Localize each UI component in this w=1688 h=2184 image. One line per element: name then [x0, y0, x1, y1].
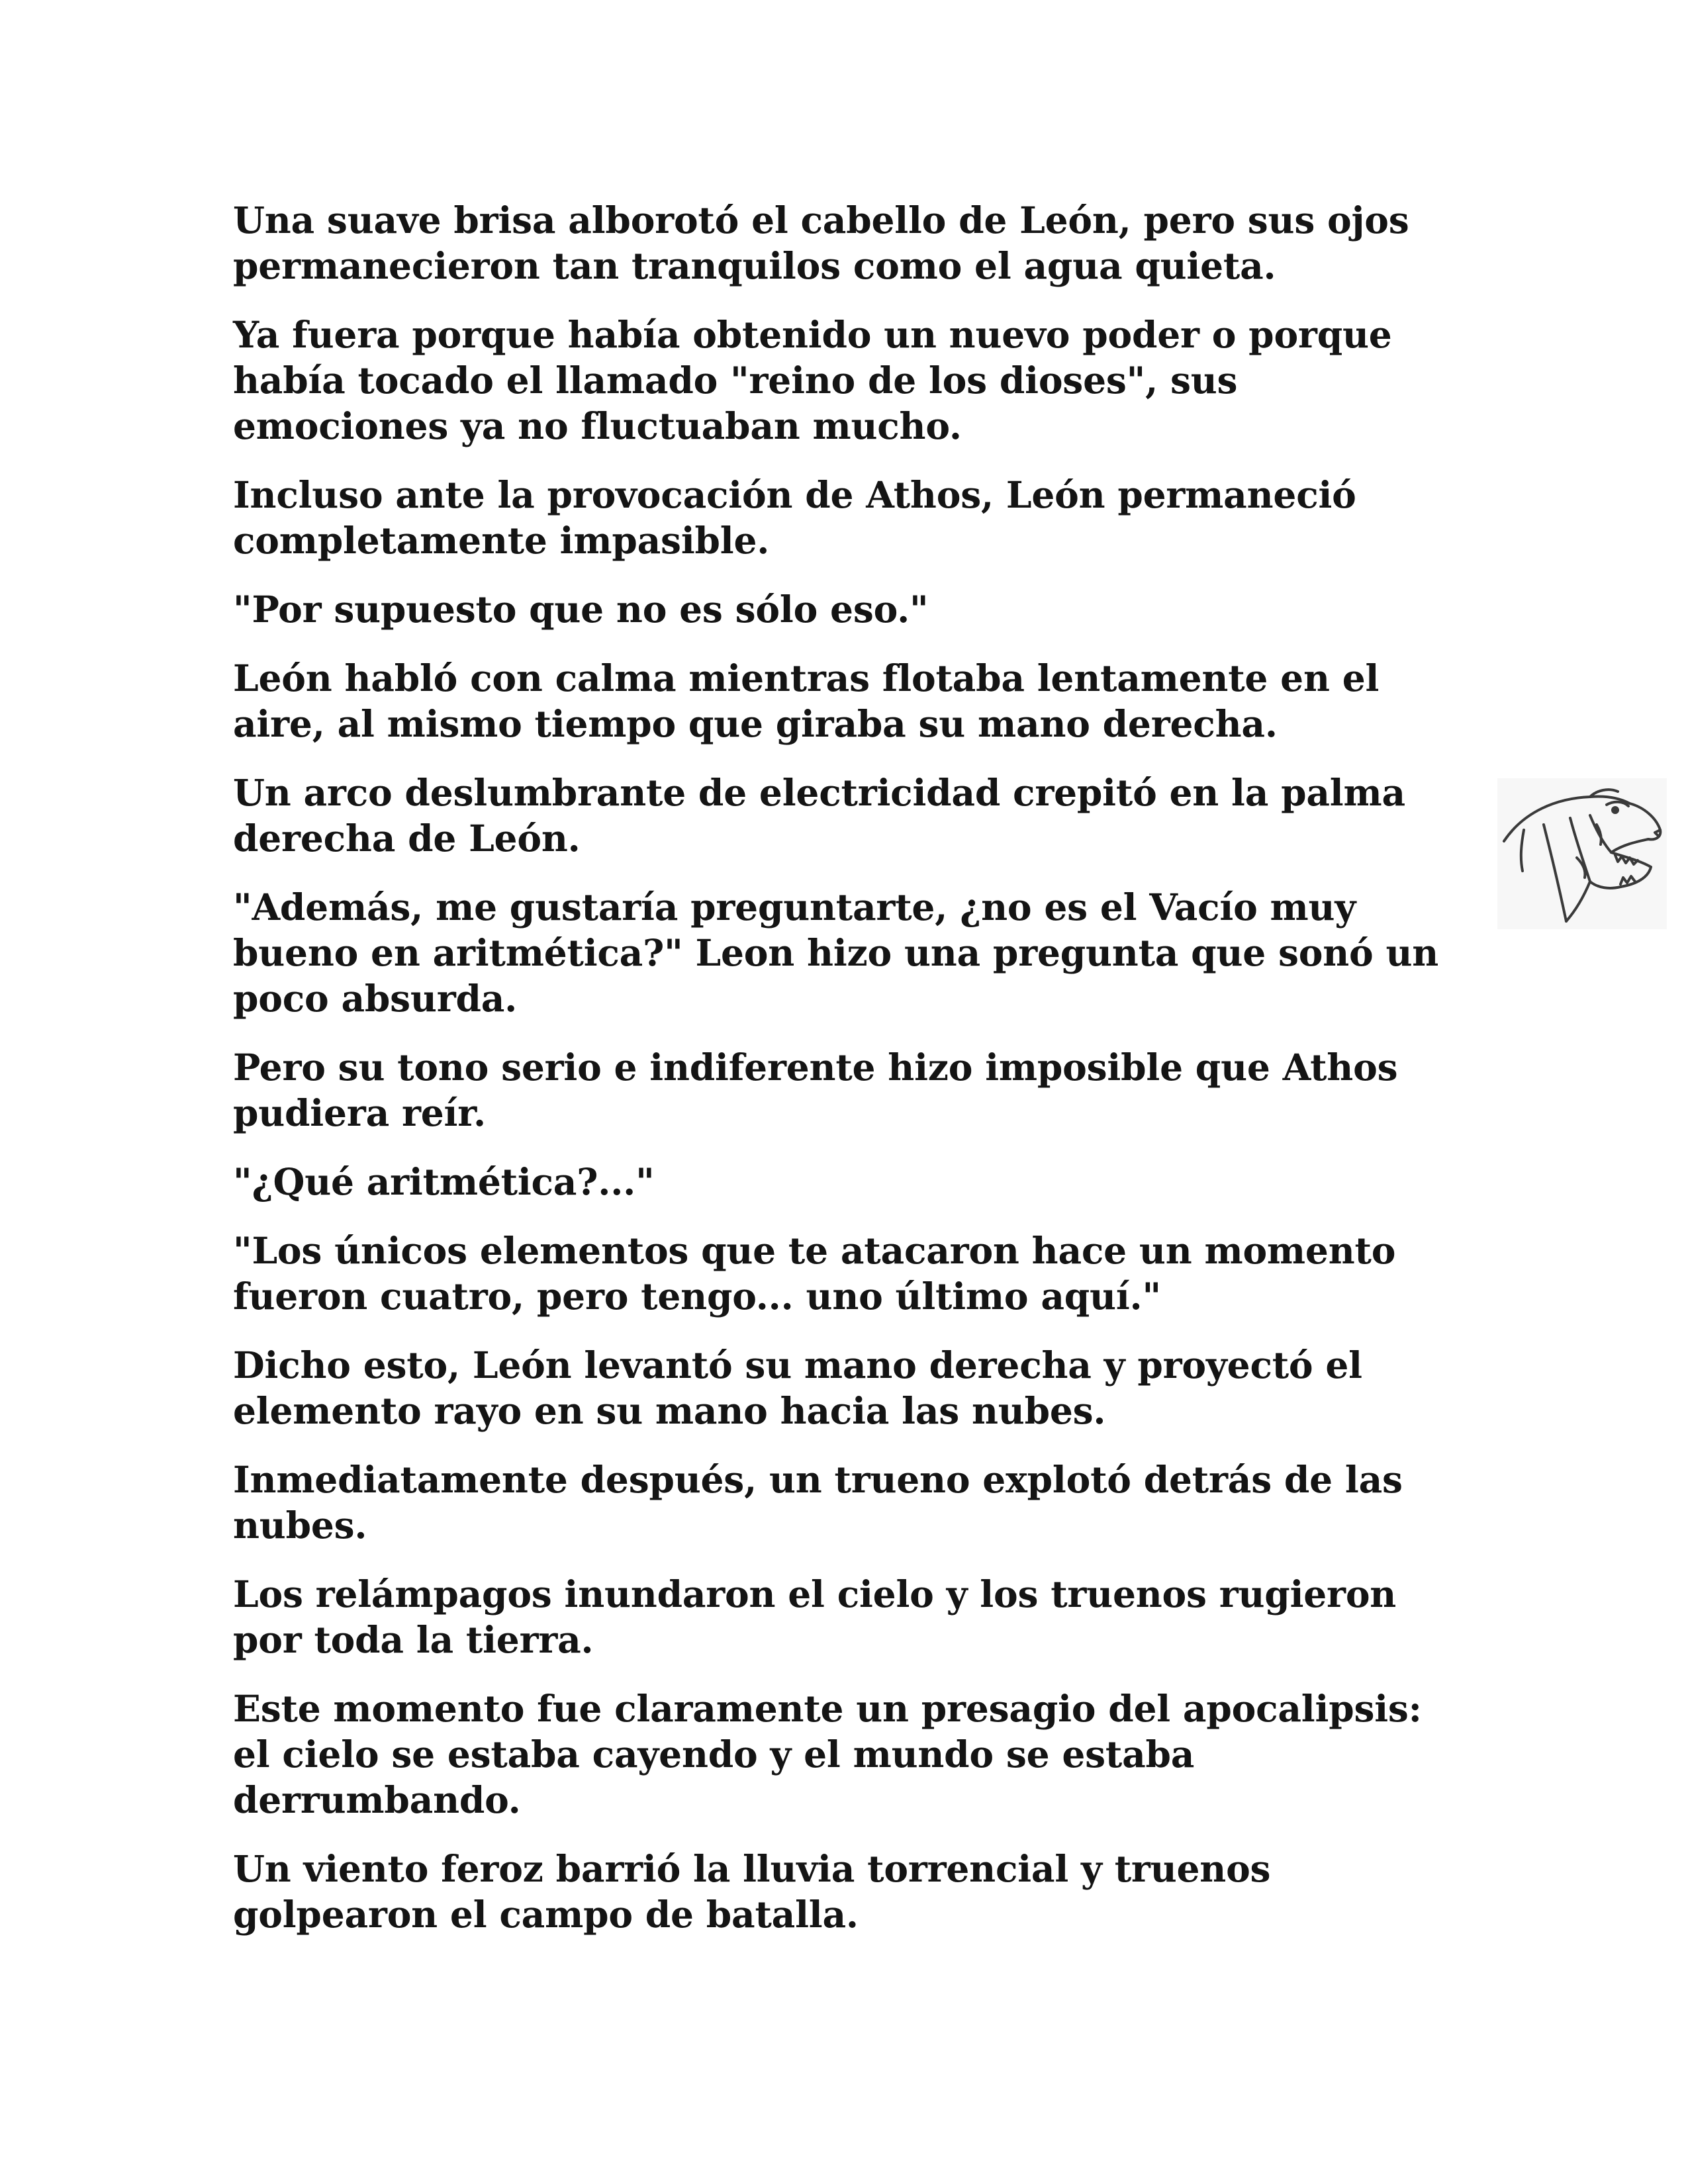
paragraph-3: Incluso ante la provocación de Athos, León permaneció completamente impasible. — [233, 473, 1356, 562]
paragraph-14: Este momento fue claramente un presagio del apocalipsis: el cielo se estaba cayendo y el mundo se estaba derrumbando. — [233, 1687, 1422, 1821]
paragraph-5: León habló con calma mientras flotaba lentamente en el aire, al mismo tiempo que giraba su mano derecha. — [233, 657, 1380, 745]
body-text — [233, 197, 1464, 1960]
paragraph-6: Un arco deslumbrante de electricidad crepitó en la palma derecha de León. — [233, 771, 1405, 860]
paragraph-7: "Además, me gustaría preguntarte, ¿no es el Vacío muy bueno en aritmética?" Leon hizo una pregunta que sonó un poco absurda. — [233, 886, 1439, 1020]
paragraph-1: Una suave brisa alborotó el cabello de León, pero sus ojos permanecieron tan tranquilos como el agua quieta. — [233, 199, 1409, 287]
paragraph-13: Los relámpagos inundaron el cielo y los truenos rugieron por toda la tierra. — [233, 1572, 1397, 1661]
paragraph-4: "Por supuesto que no es sólo eso." — [233, 588, 929, 631]
paragraph-11: Dicho esto, León levantó su mano derecha y proyectó el elemento rayo en su mano hacia las nubes. — [233, 1343, 1362, 1432]
dinosaur-head-sketch-icon — [1497, 778, 1667, 929]
paragraph-15: Un viento feroz barrió la lluvia torrencial y truenos golpearon el campo de batalla. — [233, 1847, 1271, 1936]
paragraph-2: Ya fuera porque había obtenido un nuevo poder o porque había tocado el llamado "reino de los dioses", sus emociones ya no fluctuaban mucho. — [233, 313, 1392, 447]
paragraph-10: "Los únicos elementos que te atacaron hace un momento fueron cuatro, pero tengo... uno último aquí." — [233, 1229, 1396, 1318]
paragraph-9: "¿Qué aritmética?..." — [233, 1160, 655, 1203]
paragraph-12: Inmediatamente después, un trueno explotó detrás de las nubes. — [233, 1458, 1403, 1547]
paragraph-8: Pero su tono serio e indiferente hizo imposible que Athos pudiera reír. — [233, 1046, 1398, 1134]
